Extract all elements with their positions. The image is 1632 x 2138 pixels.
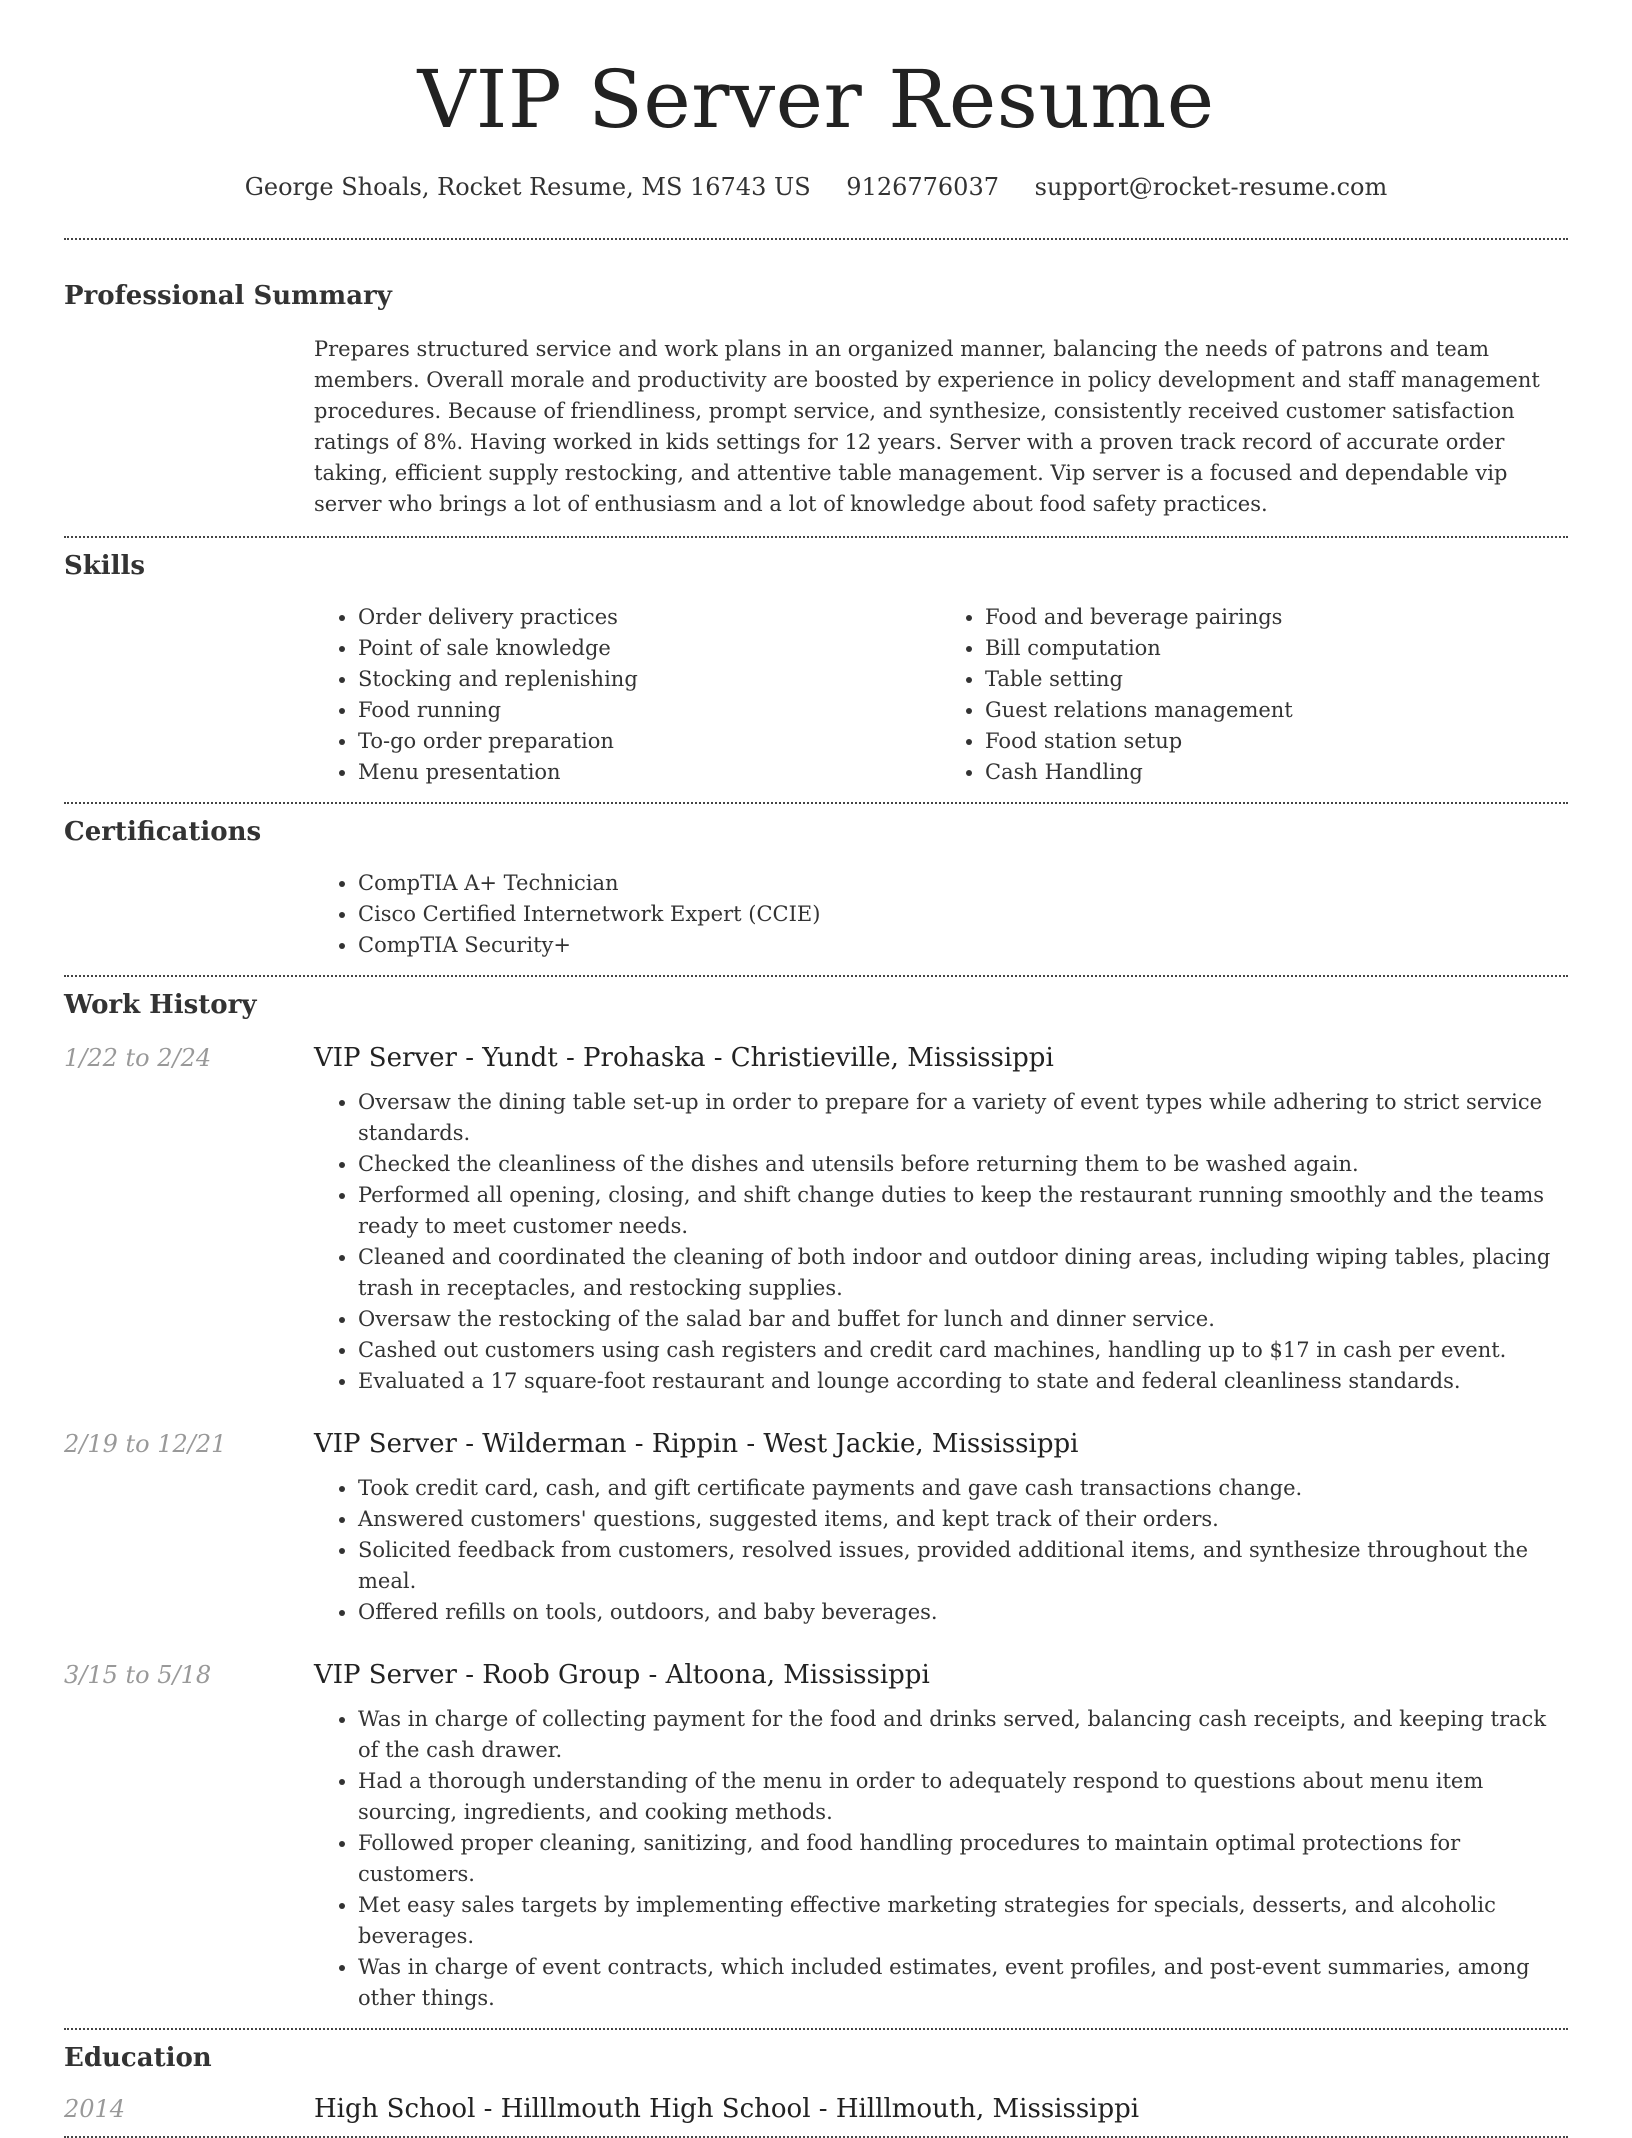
- list-item: • Menu presentation: [358, 757, 941, 788]
- list-item: • Offered refills on tools, outdoors, and baby beverages.: [358, 1597, 1568, 1628]
- skills-section: [64, 538, 1568, 802]
- skills-grid: [314, 602, 1568, 802]
- job-header: [64, 1043, 1568, 1073]
- job-entry: [64, 1043, 1568, 1397]
- contact-line: [64, 170, 1568, 204]
- certifications-body: [314, 868, 1568, 975]
- job-duties-list: [314, 1704, 1568, 2014]
- job-dates: 3/15 to 5/18: [64, 1661, 212, 1689]
- list-item: • Bill computation: [985, 633, 1568, 664]
- list-item: • Order delivery practices: [358, 602, 941, 633]
- work-heading: Work History: [64, 990, 257, 1020]
- education-section: [64, 2030, 1568, 2136]
- education-school: High School - Hilllmouth High School - Hilllmouth, Mississippi: [314, 2094, 1140, 2124]
- list-item: • Checked the cleanliness of the dishes and utensils before returning them to be washed again.: [358, 1149, 1568, 1180]
- work-section: [64, 977, 1568, 2028]
- list-item: • CompTIA A+ Technician: [358, 868, 1568, 899]
- job-duties-list: [314, 1087, 1568, 1397]
- list-item: • Answered customers' questions, suggested items, and kept track of their orders.: [358, 1504, 1568, 1535]
- list-item: • To-go order preparation: [358, 726, 941, 757]
- skills-list-right: [941, 602, 1568, 788]
- contact-phone: 9126776037: [846, 173, 999, 201]
- list-item: • Cashed out customers using cash registers and credit card machines, handling up to $17 in cash per event.: [358, 1335, 1568, 1366]
- list-item: • Oversaw the dining table set-up in order to prepare for a variety of event types while adhering to strict service standards.: [358, 1087, 1568, 1149]
- list-item: • Guest relations management: [985, 695, 1568, 726]
- list-item: • Took credit card, cash, and gift certificate payments and gave cash transactions change.: [358, 1473, 1568, 1504]
- skills-heading: Skills: [64, 551, 146, 581]
- education-year: 2014: [64, 2095, 126, 2123]
- job-role: VIP Server - Yundt - Prohaska - Christieville, Mississippi: [314, 1043, 1054, 1073]
- certifications-section: [64, 804, 1568, 975]
- job-header: [64, 1660, 1568, 1690]
- job-header: [64, 1429, 1568, 1459]
- list-item: • Was in charge of event contracts, which included estimates, event profiles, and post-event summaries, among other things.: [358, 1952, 1568, 2014]
- list-item: • Solicited feedback from customers, resolved issues, provided additional items, and synthesize throughout the meal.: [358, 1535, 1568, 1597]
- list-item: • Had a thorough understanding of the menu in order to adequately respond to questions about menu item sourcing, ingredients, and cooking methods.: [358, 1766, 1568, 1828]
- summary-heading: Professional Summary: [64, 281, 392, 311]
- list-item: • Cisco Certified Internetwork Expert (CCIE): [358, 899, 1568, 930]
- list-item: • Met easy sales targets by implementing effective marketing strategies for specials, desserts, and alcoholic beverages.: [358, 1890, 1568, 1952]
- job-duties-list: [314, 1473, 1568, 1628]
- list-item: • Cleaned and coordinated the cleaning of both indoor and outdoor dining areas, including wiping tables, placing trash in receptacles, and restocking supplies.: [358, 1242, 1568, 1304]
- list-item: • Stocking and replenishing: [358, 664, 941, 695]
- list-item: • Point of sale knowledge: [358, 633, 941, 664]
- job-role: VIP Server - Wilderman - Rippin - West Jackie, Mississippi: [314, 1429, 1079, 1459]
- list-item: • Table setting: [985, 664, 1568, 695]
- certifications-list: [314, 868, 1568, 961]
- list-item: • Oversaw the restocking of the salad bar and buffet for lunch and dinner service.: [358, 1304, 1568, 1335]
- list-item: • Followed proper cleaning, sanitizing, and food handling procedures to maintain optimal protections for customers.: [358, 1828, 1568, 1890]
- list-item: • Evaluated a 17 square-foot restaurant and lounge according to state and federal cleanliness standards.: [358, 1366, 1568, 1397]
- job-dates: 2/19 to 12/21: [64, 1430, 227, 1458]
- list-item: • Food and beverage pairings: [985, 602, 1568, 633]
- list-item: • CompTIA Security+: [358, 930, 1568, 961]
- summary-text: Prepares structured service and work plans in an organized manner, balancing the needs of patrons and team members. Overall morale and productivity are boosted by experience in policy development and staff management procedures. Because of friendliness, prompt service, and synthesize, consistently received customer satisfaction ratings of 8%. Having worked in kids settings for 12 years. Server with a proven track record of accurate order taking, efficient supply restocking, and attentive table management. Vip server is a focused and dependable vip server who brings a lot of enthusiasm and a lot of knowledge about food safety practices.: [314, 337, 1540, 516]
- job-duties: [314, 1704, 1568, 2014]
- job-duties: [314, 1087, 1568, 1397]
- education-heading: Education: [64, 2043, 212, 2073]
- list-item: • Was in charge of collecting payment for the food and drinks served, balancing cash receipts, and keeping track of the cash drawer.: [358, 1704, 1568, 1766]
- job-role: VIP Server - Roob Group - Altoona, Mississippi: [314, 1660, 930, 1690]
- resume-title: VIP Server Resume: [417, 53, 1215, 146]
- list-item: • Cash Handling: [985, 757, 1568, 788]
- list-item: • Food running: [358, 695, 941, 726]
- job-entry: [64, 1429, 1568, 1628]
- certifications-heading: Certifications: [64, 817, 262, 847]
- contact-email: support@rocket-resume.com: [1034, 173, 1388, 201]
- job-entry: [64, 1660, 1568, 2028]
- job-dates: 1/22 to 2/24: [64, 1044, 212, 1072]
- contact-address: George Shoals, Rocket Resume, MS 16743 US: [244, 173, 811, 201]
- summary-section: [64, 240, 1568, 536]
- list-item: • Performed all opening, closing, and shift change duties to keep the restaurant running smoothly and the teams ready to meet customer needs.: [358, 1180, 1568, 1242]
- list-item: • Food station setup: [985, 726, 1568, 757]
- education-entry: [64, 2094, 1568, 2124]
- skills-list-left: [314, 602, 941, 788]
- job-duties: [314, 1473, 1568, 1628]
